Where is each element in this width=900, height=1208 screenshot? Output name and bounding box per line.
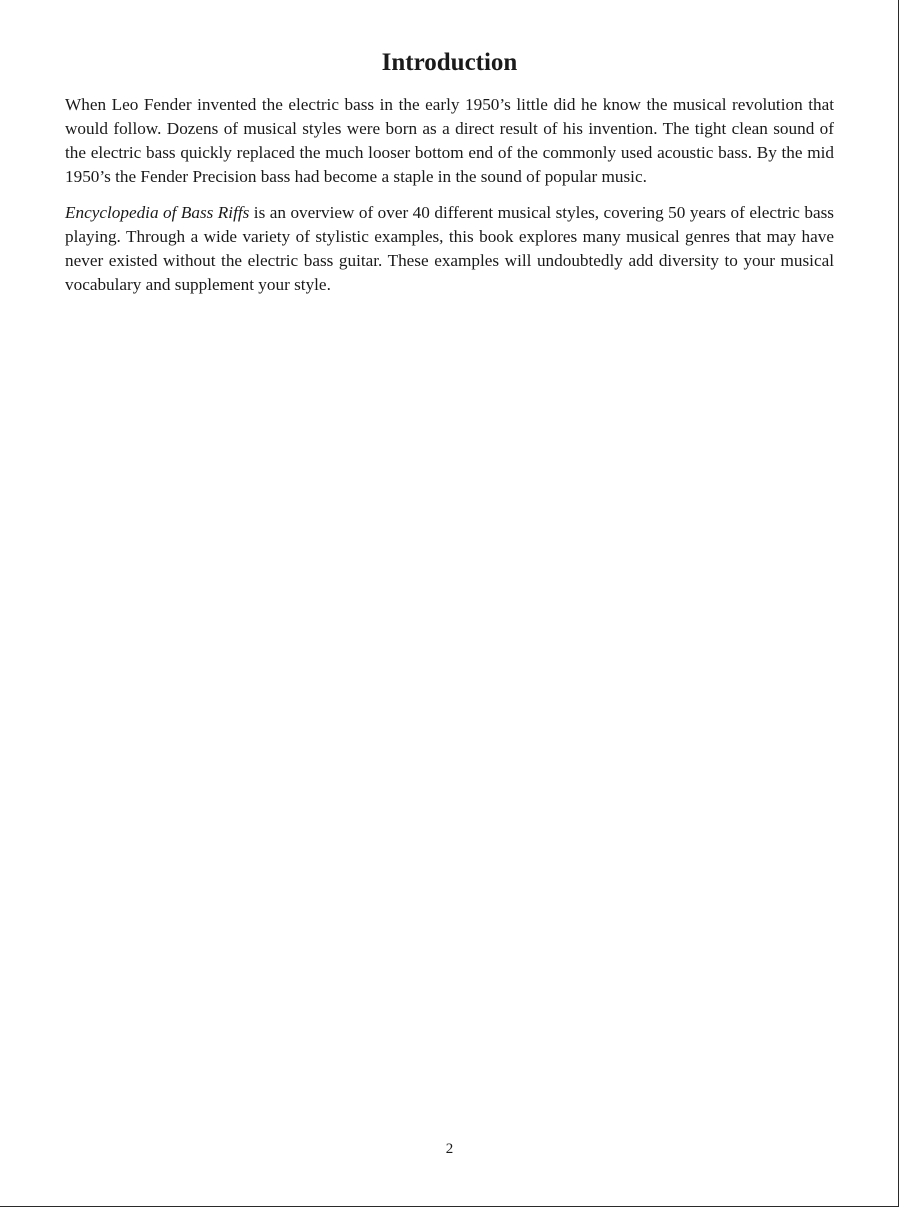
paragraph-2 [65, 201, 834, 297]
body-text [65, 93, 834, 309]
paragraph-1: When Leo Fender invented the electric bass in the early 1950’s little did he know the musical revolution that would follow. Dozens of musical styles were born as a direct result of his invention. The tight clean sound of the electric bass quickly replaced the much looser bottom end of the commonly used acoustic bass. By the mid 1950’s the Fender Precision bass had become a staple in the sound of popular music. [65, 95, 834, 186]
page-number: 2 [445, 1141, 454, 1157]
paragraph-2-text: is an overview of over 40 different musical styles, covering 50 years of electric bass playing. Through a wide variety of stylistic examples, this book explores many musical genres that may have never existed without the electric bass guitar. These examples will undoubtedly add diversity to your musical vocabulary and supplement your style. [65, 203, 834, 294]
page-title: Introduction [381, 49, 518, 76]
book-title: Encyclopedia of Bass Riffs [65, 203, 250, 222]
